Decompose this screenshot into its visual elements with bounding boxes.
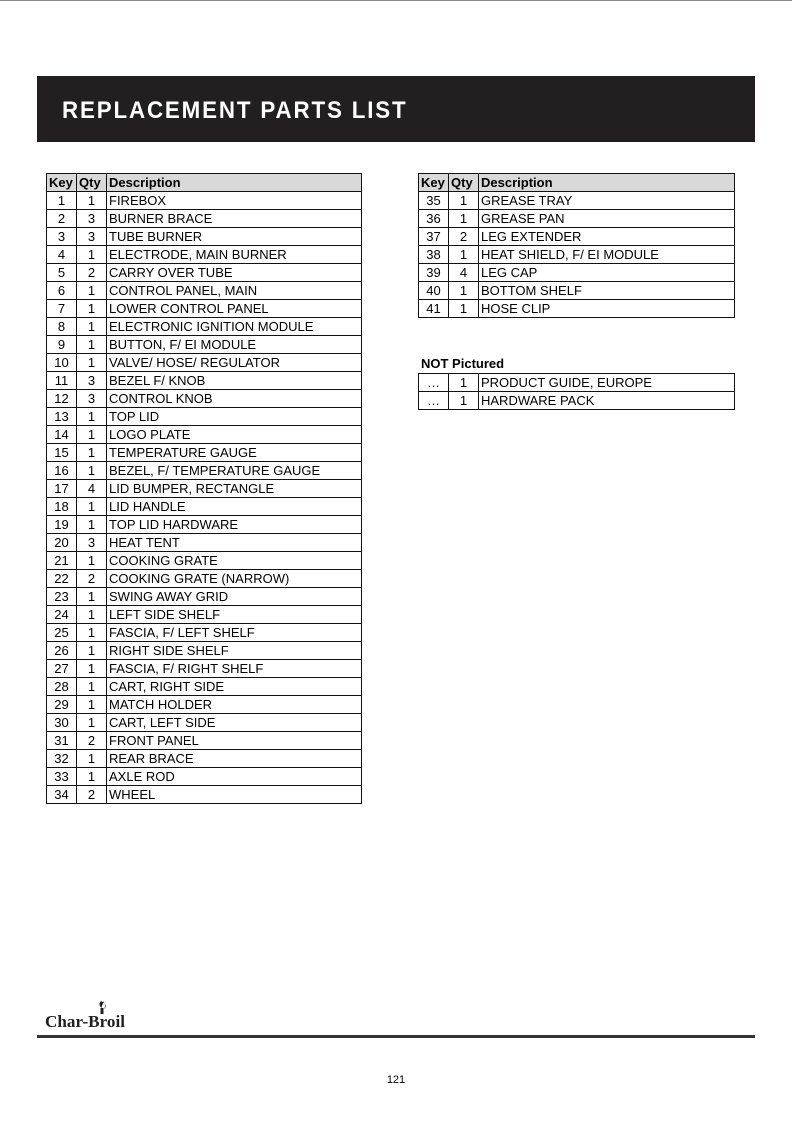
key-cell: 6 bbox=[47, 282, 77, 300]
table-row bbox=[419, 246, 735, 264]
table-row bbox=[47, 696, 362, 714]
qty-cell: 3 bbox=[77, 228, 107, 246]
key-cell: 22 bbox=[47, 570, 77, 588]
qty-cell: 1 bbox=[77, 696, 107, 714]
description-cell: LID BUMPER, RECTANGLE bbox=[107, 480, 362, 498]
description-cell: TUBE BURNER bbox=[107, 228, 362, 246]
table-row bbox=[47, 282, 362, 300]
description-cell: BOTTOM SHELF bbox=[479, 282, 735, 300]
qty-cell: 1 bbox=[77, 462, 107, 480]
qty-cell: 1 bbox=[77, 624, 107, 642]
table-header-row bbox=[47, 174, 362, 192]
key-cell: 31 bbox=[47, 732, 77, 750]
key-cell: 27 bbox=[47, 660, 77, 678]
qty-cell: 1 bbox=[77, 336, 107, 354]
key-cell: 11 bbox=[47, 372, 77, 390]
qty-cell: 1 bbox=[77, 282, 107, 300]
key-cell: 25 bbox=[47, 624, 77, 642]
table-row bbox=[47, 462, 362, 480]
qty-cell: 1 bbox=[449, 246, 479, 264]
qty-cell: 4 bbox=[449, 264, 479, 282]
key-cell: 34 bbox=[47, 786, 77, 804]
description-cell: COOKING GRATE bbox=[107, 552, 362, 570]
qty-cell: 1 bbox=[449, 210, 479, 228]
description-cell: LEFT SIDE SHELF bbox=[107, 606, 362, 624]
description-cell: FIREBOX bbox=[107, 192, 362, 210]
qty-cell: 1 bbox=[77, 552, 107, 570]
qty-cell: 2 bbox=[77, 732, 107, 750]
table-row bbox=[47, 336, 362, 354]
qty-cell: 3 bbox=[77, 390, 107, 408]
table-row bbox=[47, 444, 362, 462]
table-row bbox=[47, 408, 362, 426]
key-cell: 40 bbox=[419, 282, 449, 300]
description-cell: BURNER BRACE bbox=[107, 210, 362, 228]
qty-cell: 1 bbox=[77, 408, 107, 426]
qty-cell: 1 bbox=[77, 300, 107, 318]
key-cell: 3 bbox=[47, 228, 77, 246]
table-row bbox=[47, 192, 362, 210]
table-row bbox=[419, 228, 735, 246]
qty-cell: 1 bbox=[77, 246, 107, 264]
title-bar bbox=[37, 76, 755, 142]
qty-cell: 1 bbox=[77, 714, 107, 732]
key-cell: 18 bbox=[47, 498, 77, 516]
description-cell: TOP LID bbox=[107, 408, 362, 426]
table-row bbox=[47, 660, 362, 678]
table-row bbox=[47, 390, 362, 408]
table-row bbox=[419, 300, 735, 318]
key-cell: 29 bbox=[47, 696, 77, 714]
qty-cell: 2 bbox=[77, 786, 107, 804]
table-row bbox=[47, 678, 362, 696]
key-cell: 26 bbox=[47, 642, 77, 660]
qty-cell: 1 bbox=[77, 678, 107, 696]
qty-cell: 1 bbox=[77, 768, 107, 786]
description-cell: WHEEL bbox=[107, 786, 362, 804]
key-cell: 5 bbox=[47, 264, 77, 282]
qty-cell: 3 bbox=[77, 372, 107, 390]
key-cell: 13 bbox=[47, 408, 77, 426]
description-header: Description bbox=[107, 174, 362, 192]
key-cell: 10 bbox=[47, 354, 77, 372]
table-row bbox=[47, 516, 362, 534]
description-cell: BEZEL F/ KNOB bbox=[107, 372, 362, 390]
qty-cell: 2 bbox=[449, 228, 479, 246]
table-row bbox=[47, 624, 362, 642]
page-title: REPLACEMENT PARTS LIST bbox=[62, 97, 408, 124]
not-pictured-table bbox=[418, 373, 735, 410]
table-row bbox=[47, 768, 362, 786]
table-row bbox=[47, 786, 362, 804]
description-cell: FASCIA, F/ RIGHT SHELF bbox=[107, 660, 362, 678]
description-cell: AXLE ROD bbox=[107, 768, 362, 786]
table-row bbox=[419, 374, 735, 392]
description-cell: CART, RIGHT SIDE bbox=[107, 678, 362, 696]
key-cell: 41 bbox=[419, 300, 449, 318]
table-row bbox=[47, 372, 362, 390]
table-row bbox=[47, 570, 362, 588]
qty-cell: 3 bbox=[77, 210, 107, 228]
bottom-rule bbox=[37, 1035, 755, 1038]
description-cell: BUTTON, F/ EI MODULE bbox=[107, 336, 362, 354]
table-row bbox=[47, 750, 362, 768]
key-cell: 23 bbox=[47, 588, 77, 606]
table-row bbox=[419, 192, 735, 210]
qty-cell: 1 bbox=[77, 192, 107, 210]
description-cell: COOKING GRATE (NARROW) bbox=[107, 570, 362, 588]
table-row bbox=[47, 300, 362, 318]
key-cell: 32 bbox=[47, 750, 77, 768]
qty-cell: 1 bbox=[449, 392, 479, 410]
key-cell: 12 bbox=[47, 390, 77, 408]
qty-cell: 1 bbox=[77, 426, 107, 444]
flame-icon bbox=[99, 1001, 105, 1009]
key-cell: 17 bbox=[47, 480, 77, 498]
qty-cell: 1 bbox=[77, 318, 107, 336]
key-cell: 21 bbox=[47, 552, 77, 570]
description-cell: TEMPERATURE GAUGE bbox=[107, 444, 362, 462]
qty-cell: 2 bbox=[77, 264, 107, 282]
description-cell: LID HANDLE bbox=[107, 498, 362, 516]
table-row bbox=[47, 606, 362, 624]
description-cell: ELECTRODE, MAIN BURNER bbox=[107, 246, 362, 264]
table-row bbox=[47, 732, 362, 750]
description-cell: LOGO PLATE bbox=[107, 426, 362, 444]
key-cell: 28 bbox=[47, 678, 77, 696]
table-row bbox=[47, 552, 362, 570]
qty-cell: 3 bbox=[77, 534, 107, 552]
qty-cell: 1 bbox=[77, 642, 107, 660]
table-row bbox=[47, 264, 362, 282]
key-cell: 33 bbox=[47, 768, 77, 786]
description-cell: VALVE/ HOSE/ REGULATOR bbox=[107, 354, 362, 372]
description-cell: MATCH HOLDER bbox=[107, 696, 362, 714]
key-cell: 4 bbox=[47, 246, 77, 264]
description-cell: RIGHT SIDE SHELF bbox=[107, 642, 362, 660]
key-cell: … bbox=[419, 392, 449, 410]
description-cell: REAR BRACE bbox=[107, 750, 362, 768]
key-cell: 9 bbox=[47, 336, 77, 354]
qty-cell: 1 bbox=[77, 444, 107, 462]
not-pictured-heading: NOT Pictured bbox=[421, 356, 505, 371]
key-header: Key bbox=[47, 174, 77, 192]
qty-cell: 1 bbox=[77, 660, 107, 678]
table-row bbox=[47, 642, 362, 660]
description-cell: PRODUCT GUIDE, EUROPE bbox=[479, 374, 735, 392]
qty-header: Qty bbox=[449, 174, 479, 192]
key-cell: 16 bbox=[47, 462, 77, 480]
table-row bbox=[419, 210, 735, 228]
table-row bbox=[47, 354, 362, 372]
key-cell: 1 bbox=[47, 192, 77, 210]
description-header: Description bbox=[479, 174, 735, 192]
key-cell: 15 bbox=[47, 444, 77, 462]
description-cell: LEG EXTENDER bbox=[479, 228, 735, 246]
qty-cell: 1 bbox=[449, 192, 479, 210]
table-row bbox=[419, 264, 735, 282]
qty-cell: 1 bbox=[77, 750, 107, 768]
table-row bbox=[419, 392, 735, 410]
key-cell: 14 bbox=[47, 426, 77, 444]
qty-cell: 1 bbox=[77, 354, 107, 372]
table-header-row bbox=[419, 174, 735, 192]
key-header: Key bbox=[419, 174, 449, 192]
key-cell: 8 bbox=[47, 318, 77, 336]
description-cell: GREASE PAN bbox=[479, 210, 735, 228]
key-cell: 39 bbox=[419, 264, 449, 282]
qty-cell: 1 bbox=[77, 606, 107, 624]
qty-cell: 1 bbox=[449, 300, 479, 318]
qty-cell: 1 bbox=[77, 588, 107, 606]
qty-cell: 1 bbox=[449, 282, 479, 300]
table-row bbox=[419, 282, 735, 300]
qty-header: Qty bbox=[77, 174, 107, 192]
key-cell: 36 bbox=[419, 210, 449, 228]
table-row bbox=[47, 228, 362, 246]
parts-table-right bbox=[418, 173, 735, 318]
description-cell: CART, LEFT SIDE bbox=[107, 714, 362, 732]
page-number: 121 bbox=[386, 1074, 406, 1086]
qty-cell: 1 bbox=[449, 374, 479, 392]
description-cell: LOWER CONTROL PANEL bbox=[107, 300, 362, 318]
key-cell: 7 bbox=[47, 300, 77, 318]
table-row bbox=[47, 588, 362, 606]
key-cell: 19 bbox=[47, 516, 77, 534]
table-row bbox=[47, 498, 362, 516]
description-cell: CARRY OVER TUBE bbox=[107, 264, 362, 282]
key-cell: 2 bbox=[47, 210, 77, 228]
top-rule bbox=[0, 0, 792, 1]
description-cell: HOSE CLIP bbox=[479, 300, 735, 318]
qty-cell: 1 bbox=[77, 516, 107, 534]
description-cell: HEAT SHIELD, F/ EI MODULE bbox=[479, 246, 735, 264]
description-cell: BEZEL, F/ TEMPERATURE GAUGE bbox=[107, 462, 362, 480]
qty-cell: 1 bbox=[77, 498, 107, 516]
key-cell: 24 bbox=[47, 606, 77, 624]
table-row bbox=[47, 426, 362, 444]
description-cell: FRONT PANEL bbox=[107, 732, 362, 750]
key-cell: 37 bbox=[419, 228, 449, 246]
description-cell: CONTROL PANEL, MAIN bbox=[107, 282, 362, 300]
description-cell: FASCIA, F/ LEFT SHELF bbox=[107, 624, 362, 642]
logo-text: Char-Broil bbox=[45, 1012, 126, 1031]
description-cell: ELECTRONIC IGNITION MODULE bbox=[107, 318, 362, 336]
key-cell: 35 bbox=[419, 192, 449, 210]
table-row bbox=[47, 210, 362, 228]
table-row bbox=[47, 480, 362, 498]
parts-table-left bbox=[46, 173, 362, 804]
description-cell: HEAT TENT bbox=[107, 534, 362, 552]
description-cell: SWING AWAY GRID bbox=[107, 588, 362, 606]
table-row bbox=[47, 246, 362, 264]
qty-cell: 4 bbox=[77, 480, 107, 498]
key-cell: 30 bbox=[47, 714, 77, 732]
table-row bbox=[47, 714, 362, 732]
description-cell: GREASE TRAY bbox=[479, 192, 735, 210]
description-cell: HARDWARE PACK bbox=[479, 392, 735, 410]
key-cell: 38 bbox=[419, 246, 449, 264]
table-row bbox=[47, 534, 362, 552]
qty-cell: 2 bbox=[77, 570, 107, 588]
char-broil-logo bbox=[44, 997, 128, 1031]
table-row bbox=[47, 318, 362, 336]
description-cell: LEG CAP bbox=[479, 264, 735, 282]
key-cell: 20 bbox=[47, 534, 77, 552]
description-cell: CONTROL KNOB bbox=[107, 390, 362, 408]
key-cell: … bbox=[419, 374, 449, 392]
description-cell: TOP LID HARDWARE bbox=[107, 516, 362, 534]
